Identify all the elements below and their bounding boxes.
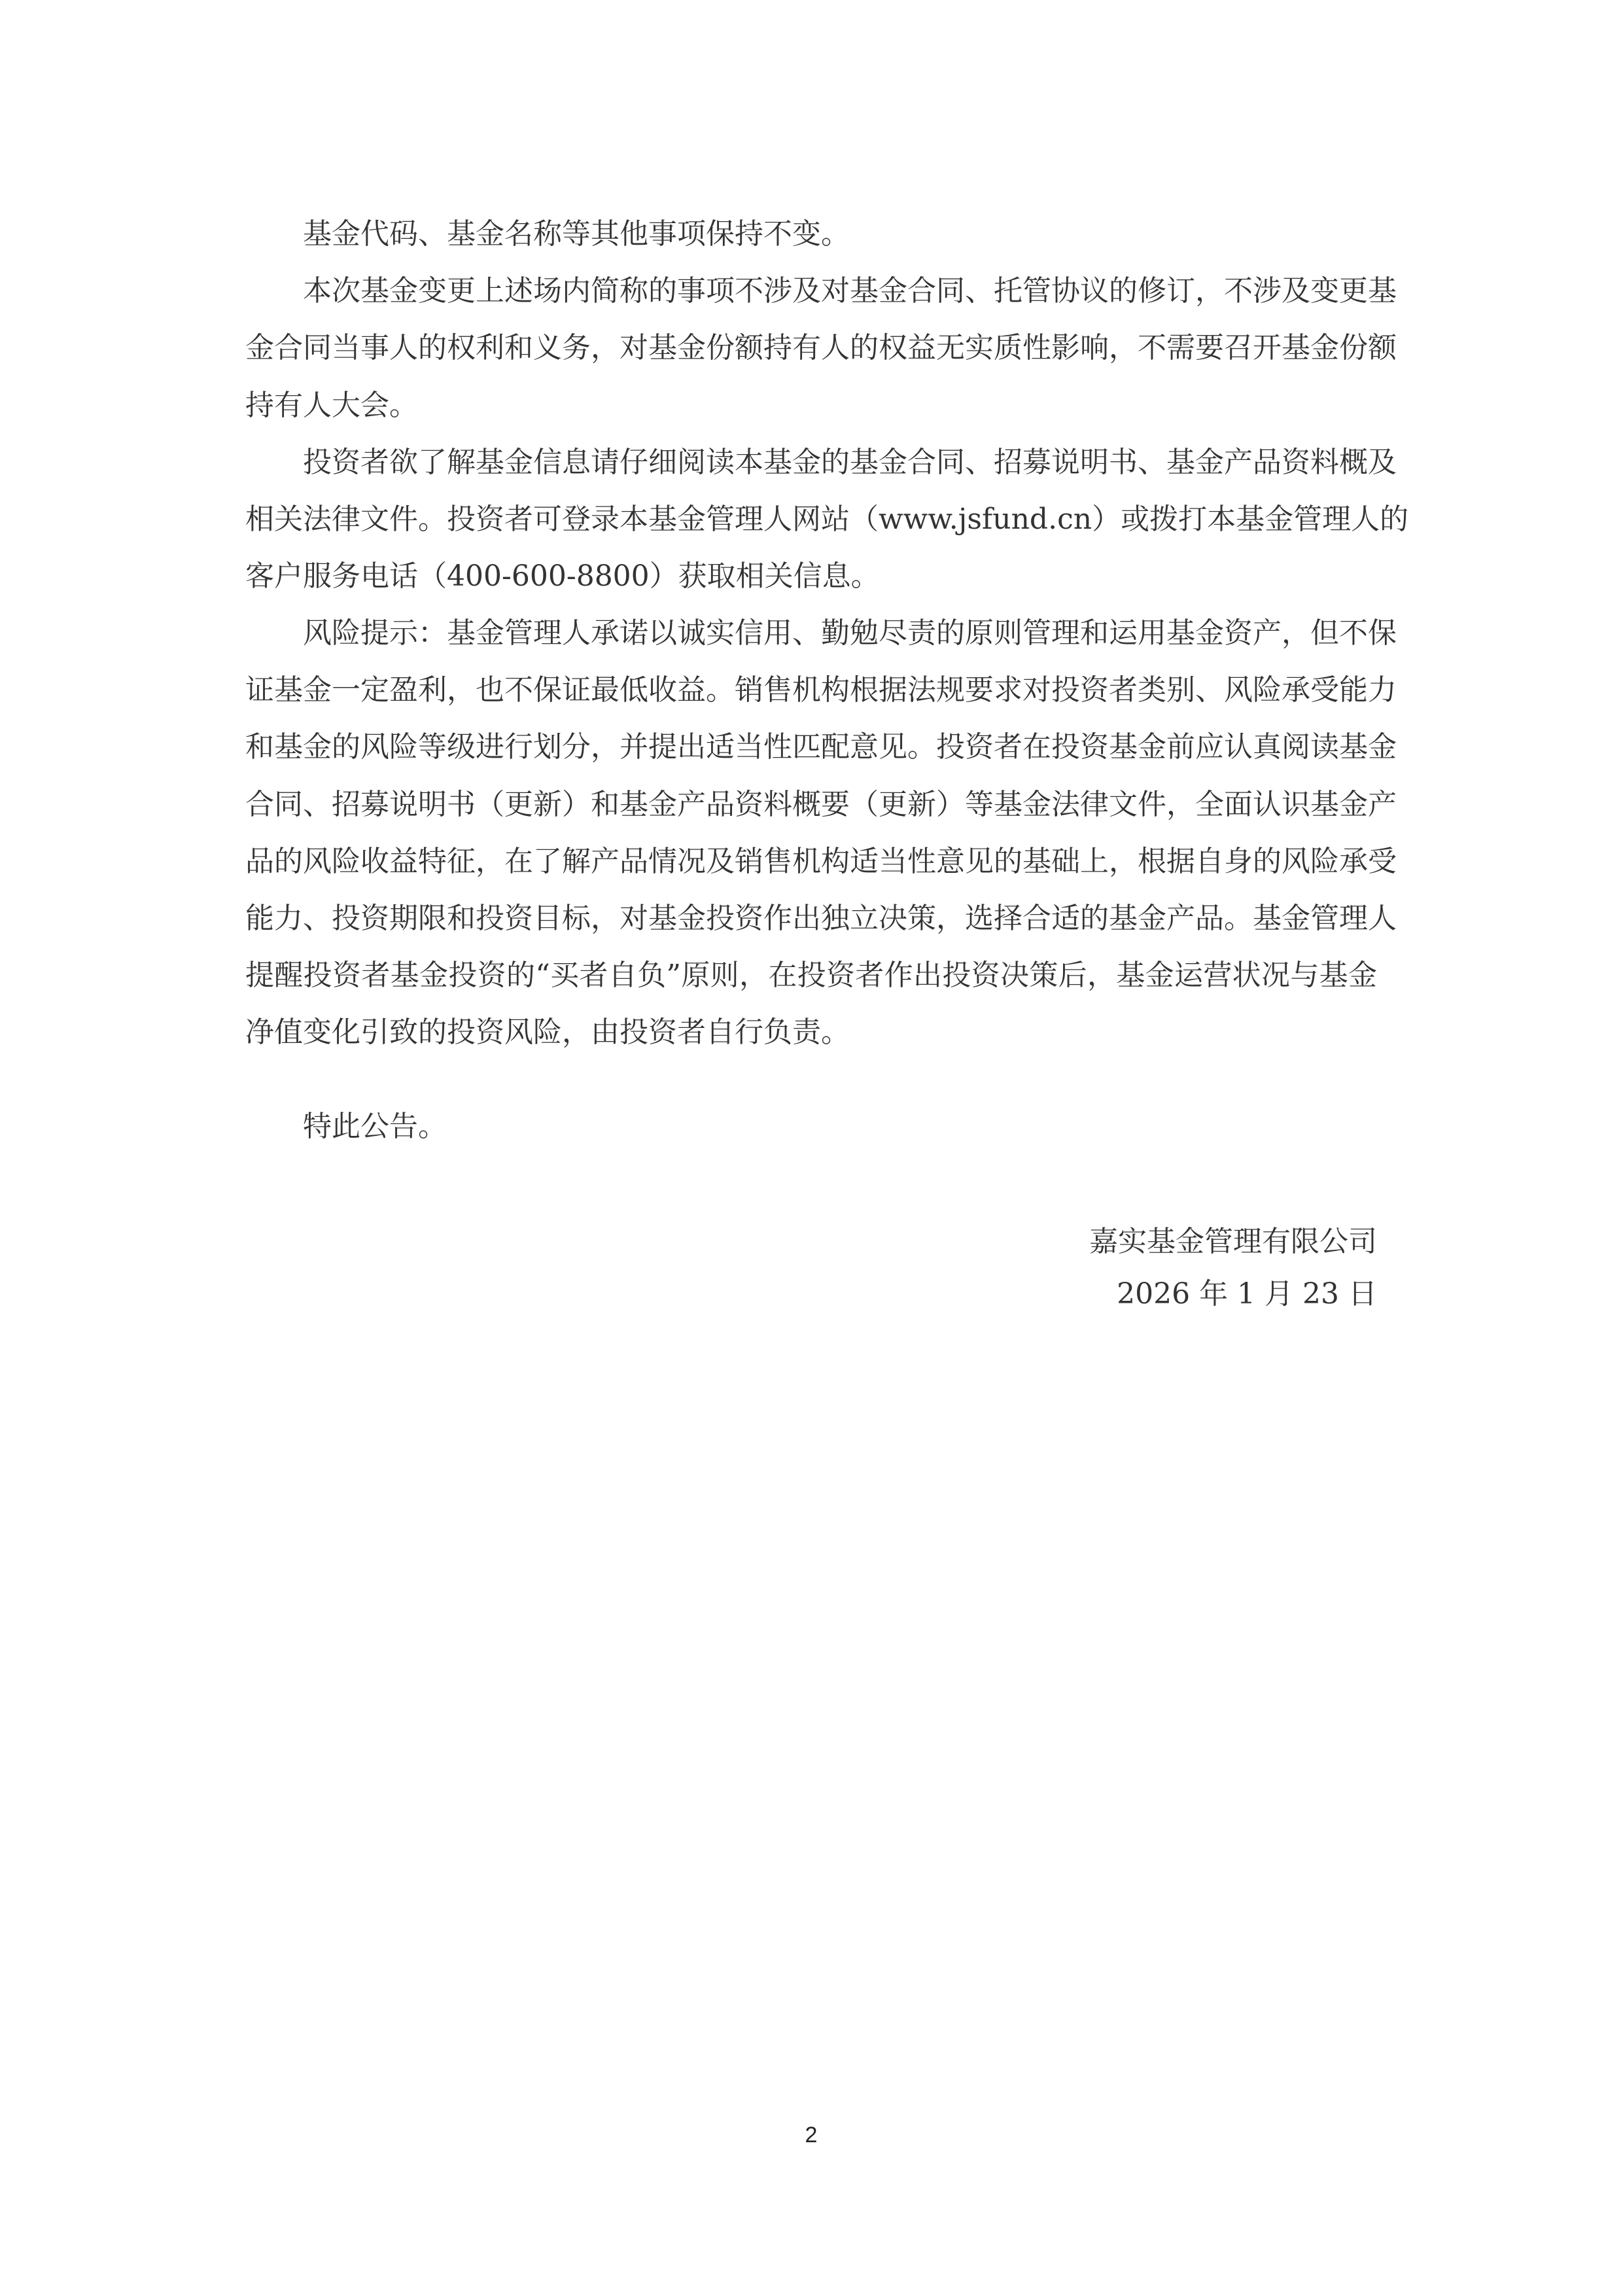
paragraph-3-line-2: 相关法律文件。投资者可登录本基金管理人网站（www.jsfund.cn）或拨打本基金管理人的 xyxy=(245,503,1409,536)
page-number: 2 xyxy=(805,2123,818,2147)
risk-notice-line-6: 能力、投资期限和投资目标，对基金投资作出独立决策，选择合适的基金产品。基金管理人 xyxy=(245,902,1397,935)
paragraph-3-line-3: 客户服务电话（400-600-8800）获取相关信息。 xyxy=(245,559,880,593)
risk-notice-line-5: 品的风险收益特征，在了解产品情况及销售机构适当性意见的基础上，根据自身的风险承受 xyxy=(245,845,1397,878)
risk-notice-line-7: 提醒投资者基金投资的“买者自负”原则，在投资者作出投资决策后，基金运营状况与基金 xyxy=(245,959,1377,992)
risk-notice-line-8: 净值变化引致的投资风险，由投资者自行负责。 xyxy=(245,1016,850,1049)
risk-notice-line-2: 证基金一定盈利，也不保证最低收益。销售机构根据法规要求对投资者类别、风险承受能力 xyxy=(245,673,1397,707)
risk-notice-line-4: 合同、招募说明书（更新）和基金产品资料概要（更新）等基金法律文件，全面认识基金产 xyxy=(245,788,1397,821)
paragraph-2-line-1: 本次基金变更上述场内简称的事项不涉及对基金合同、托管协议的修订，不涉及变更基 xyxy=(303,274,1397,308)
paragraph-2-line-3: 持有人大会。 xyxy=(245,389,418,422)
risk-notice-line-1: 风险提示：基金管理人承诺以诚实信用、勤勉尽责的原则管理和运用基金资产，但不保 xyxy=(303,616,1397,650)
paragraph-1-line-1: 基金代码、基金名称等其他事项保持不变。 xyxy=(303,217,850,251)
paragraph-2-line-2: 金合同当事人的权利和义务，对基金份额持有人的权益无实质性影响，不需要召开基金份额 xyxy=(245,331,1397,364)
paragraph-3-line-1: 投资者欲了解基金信息请仔细阅读本基金的基金合同、招募说明书、基金产品资料概及 xyxy=(303,446,1397,479)
signature-company: 嘉实基金管理有限公司 xyxy=(1089,1225,1377,1258)
risk-notice-line-3: 和基金的风险等级进行划分，并提出适当性匹配意见。投资者在投资基金前应认真阅读基金 xyxy=(245,730,1397,764)
signature-date: 2026 年 1 月 23 日 xyxy=(1117,1277,1377,1311)
closing-statement: 特此公告。 xyxy=(303,1110,447,1143)
